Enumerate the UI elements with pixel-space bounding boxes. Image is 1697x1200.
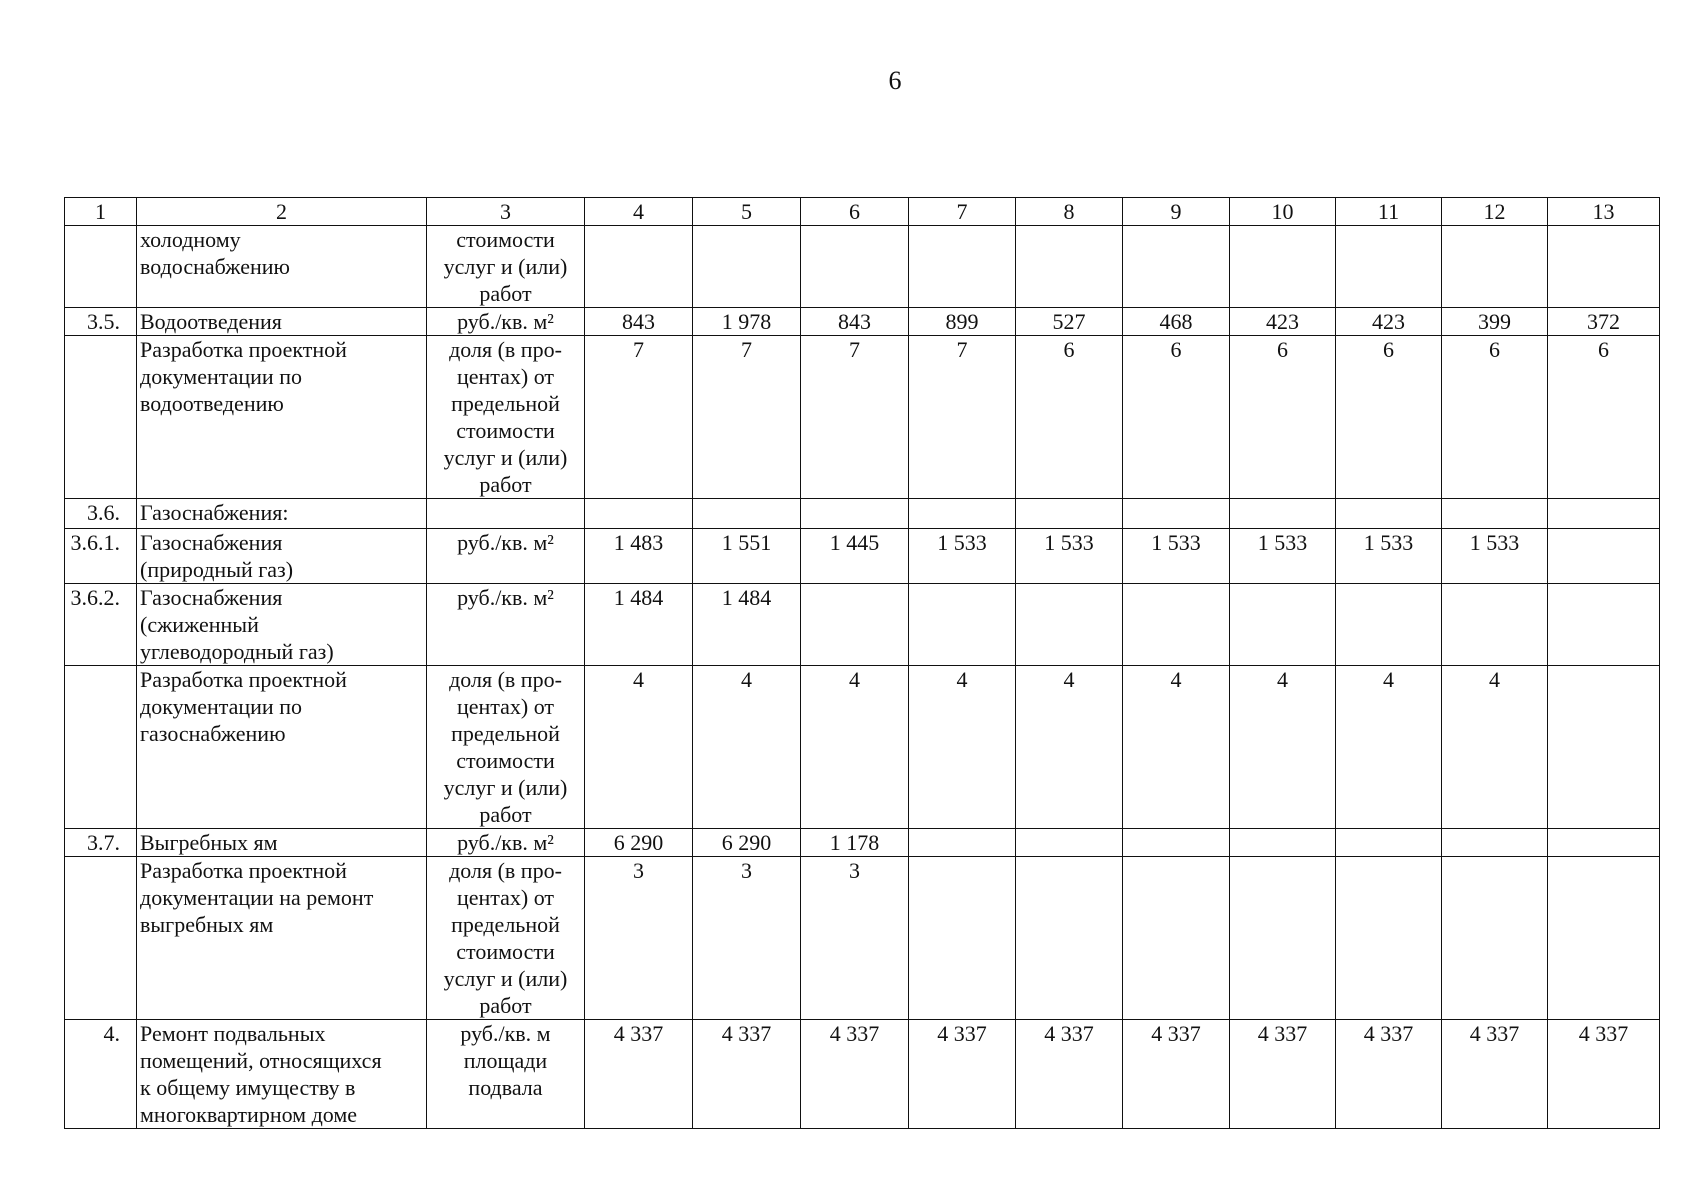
- value-cell: [1336, 226, 1442, 308]
- value-cell: [1016, 857, 1123, 1020]
- value-cell: [1548, 529, 1660, 584]
- work-type-line: документации по: [140, 364, 302, 389]
- value-cell: 4 337: [585, 1020, 693, 1129]
- value-cell: 4 337: [801, 1020, 909, 1129]
- value-cell: [801, 499, 909, 529]
- unit-cell: [427, 499, 585, 529]
- value-cell: [801, 584, 909, 666]
- page-number: 6: [888, 66, 902, 95]
- unit-line: центах) от: [456, 364, 555, 389]
- value-cell: [1336, 499, 1442, 529]
- value-cell: 7: [909, 336, 1016, 499]
- value-cell: 1 178: [801, 829, 909, 857]
- column-number-cell: 3: [427, 198, 585, 226]
- value-cell: [1230, 499, 1336, 529]
- unit-cell: [427, 666, 585, 829]
- item-number-cell: 3.6.: [65, 499, 137, 529]
- value-cell: 4 337: [1548, 1020, 1660, 1129]
- work-type-cell: [137, 829, 427, 857]
- unit-line: работ: [479, 802, 532, 827]
- unit-line: предельной: [451, 391, 560, 416]
- value-cell: 3: [585, 857, 693, 1020]
- work-type-line: Выгребных ям: [140, 830, 278, 855]
- column-number-cell: 9: [1123, 198, 1230, 226]
- unit-cell: [427, 226, 585, 308]
- unit-line: услуг и (или): [443, 966, 568, 991]
- value-cell: 3: [801, 857, 909, 1020]
- value-cell: 4: [1123, 666, 1230, 829]
- column-number-cell: 5: [693, 198, 801, 226]
- value-cell: 1 445: [801, 529, 909, 584]
- value-cell: 7: [801, 336, 909, 499]
- value-cell: 6: [1123, 336, 1230, 499]
- value-cell: [1123, 829, 1230, 857]
- value-cell: [1336, 584, 1442, 666]
- value-cell: [1016, 226, 1123, 308]
- column-number-cell: 6: [801, 198, 909, 226]
- table-row: [65, 308, 1660, 336]
- value-cell: 1 484: [585, 584, 693, 666]
- value-cell: [1016, 829, 1123, 857]
- table-body: [65, 198, 1660, 1129]
- value-cell: 4: [1016, 666, 1123, 829]
- item-number-cell: [65, 857, 137, 1020]
- unit-line: руб./кв. м²: [457, 530, 554, 555]
- unit-line: руб./кв. м: [460, 1021, 551, 1046]
- value-cell: 1 484: [693, 584, 801, 666]
- value-cell: 1 483: [585, 529, 693, 584]
- value-cell: [693, 226, 801, 308]
- unit-cell: [427, 336, 585, 499]
- unit-line: доля (в про-: [449, 858, 562, 883]
- value-cell: [1016, 499, 1123, 529]
- value-cell: [693, 499, 801, 529]
- value-cell: 399: [1442, 308, 1548, 336]
- work-type-line: многоквартирном доме: [140, 1102, 358, 1127]
- value-cell: [1123, 499, 1230, 529]
- value-cell: 4: [909, 666, 1016, 829]
- value-cell: [585, 499, 693, 529]
- value-cell: [1123, 857, 1230, 1020]
- unit-line: доля (в про-: [449, 667, 562, 692]
- unit-cell: [427, 1020, 585, 1129]
- value-cell: [801, 226, 909, 308]
- unit-line: работ: [479, 993, 532, 1018]
- value-cell: [1548, 226, 1660, 308]
- item-number-cell: [65, 666, 137, 829]
- value-cell: 1 978: [693, 308, 801, 336]
- value-cell: 4: [801, 666, 909, 829]
- value-cell: 4 337: [1123, 1020, 1230, 1129]
- value-cell: 423: [1336, 308, 1442, 336]
- work-type-line: (сжиженный: [140, 612, 259, 637]
- table-row: [65, 666, 1660, 829]
- value-cell: 6: [1548, 336, 1660, 499]
- work-type-line: Газоснабжения:: [140, 500, 289, 525]
- table-row: [65, 829, 1660, 857]
- unit-line: услуг и (или): [443, 254, 568, 279]
- unit-cell: [427, 529, 585, 584]
- column-number-cell: 12: [1442, 198, 1548, 226]
- value-cell: 4 337: [1442, 1020, 1548, 1129]
- value-cell: [1442, 499, 1548, 529]
- work-type-cell: [137, 666, 427, 829]
- value-cell: [1230, 857, 1336, 1020]
- item-number-cell: [65, 336, 137, 499]
- unit-line: работ: [479, 472, 532, 497]
- value-cell: 843: [585, 308, 693, 336]
- value-cell: 4: [585, 666, 693, 829]
- unit-line: центах) от: [456, 885, 555, 910]
- work-type-line: холодному: [140, 227, 241, 252]
- unit-line: стоимости: [456, 227, 555, 252]
- value-cell: 4: [1442, 666, 1548, 829]
- value-cell: 7: [585, 336, 693, 499]
- value-cell: 6: [1230, 336, 1336, 499]
- column-number-cell: 1: [65, 198, 137, 226]
- unit-cell: [427, 584, 585, 666]
- value-cell: [909, 584, 1016, 666]
- work-type-cell: [137, 857, 427, 1020]
- value-cell: [1548, 584, 1660, 666]
- value-cell: [1230, 829, 1336, 857]
- value-cell: 1 533: [1123, 529, 1230, 584]
- work-type-line: Ремонт подвальных: [140, 1021, 326, 1046]
- value-cell: 6 290: [693, 829, 801, 857]
- value-cell: 6: [1442, 336, 1548, 499]
- value-cell: 468: [1123, 308, 1230, 336]
- value-cell: 1 533: [1016, 529, 1123, 584]
- item-number-cell: [65, 226, 137, 308]
- value-cell: 6: [1336, 336, 1442, 499]
- work-type-line: Разработка проектной: [140, 667, 347, 692]
- work-type-cell: [137, 308, 427, 336]
- value-cell: [1548, 857, 1660, 1020]
- value-cell: [909, 829, 1016, 857]
- work-type-line: документации на ремонт: [140, 885, 374, 910]
- item-number-cell: 3.7.: [65, 829, 137, 857]
- unit-line: руб./кв. м²: [457, 830, 554, 855]
- unit-cell: [427, 308, 585, 336]
- value-cell: [1336, 829, 1442, 857]
- work-type-line: помещений, относящихся: [140, 1048, 382, 1073]
- value-cell: [1123, 226, 1230, 308]
- column-number-cell: 10: [1230, 198, 1336, 226]
- unit-line: работ: [479, 281, 532, 306]
- value-cell: [1230, 226, 1336, 308]
- value-cell: [1016, 584, 1123, 666]
- value-cell: 899: [909, 308, 1016, 336]
- value-cell: 3: [693, 857, 801, 1020]
- table-row: [65, 857, 1660, 1020]
- item-number-cell: 4.: [65, 1020, 137, 1129]
- unit-line: услуг и (или): [443, 445, 568, 470]
- unit-cell: [427, 829, 585, 857]
- unit-line: стоимости: [456, 418, 555, 443]
- value-cell: [909, 857, 1016, 1020]
- value-cell: 1 533: [1442, 529, 1548, 584]
- value-cell: 7: [693, 336, 801, 499]
- unit-line: предельной: [451, 912, 560, 937]
- unit-line: стоимости: [456, 939, 555, 964]
- value-cell: 1 533: [909, 529, 1016, 584]
- work-type-line: Водоотведения: [140, 309, 282, 334]
- work-type-line: документации по: [140, 694, 302, 719]
- unit-line: услуг и (или): [443, 775, 568, 800]
- value-cell: [1123, 584, 1230, 666]
- unit-line: площади: [463, 1048, 548, 1073]
- table-row: [65, 529, 1660, 584]
- value-cell: 527: [1016, 308, 1123, 336]
- value-cell: [585, 226, 693, 308]
- value-cell: [1442, 226, 1548, 308]
- value-cell: [909, 226, 1016, 308]
- value-cell: 4 337: [1016, 1020, 1123, 1129]
- value-cell: 843: [801, 308, 909, 336]
- value-cell: [1548, 499, 1660, 529]
- value-cell: 1 533: [1230, 529, 1336, 584]
- table-row: [65, 336, 1660, 499]
- unit-line: руб./кв. м²: [457, 585, 554, 610]
- column-number-cell: 13: [1548, 198, 1660, 226]
- unit-cell: [427, 857, 585, 1020]
- item-number-cell: 3.6.2.: [65, 584, 137, 666]
- value-cell: [1442, 829, 1548, 857]
- value-cell: 423: [1230, 308, 1336, 336]
- work-type-line: (природный газ): [140, 557, 294, 582]
- column-number-cell: 4: [585, 198, 693, 226]
- work-type-line: Газоснабжения: [140, 530, 283, 555]
- cost-table: [64, 197, 1660, 1129]
- table-row: [65, 499, 1660, 529]
- value-cell: 372: [1548, 308, 1660, 336]
- value-cell: 1 533: [1336, 529, 1442, 584]
- table-row: [65, 584, 1660, 666]
- value-cell: 1 551: [693, 529, 801, 584]
- item-number-cell: 3.6.1.: [65, 529, 137, 584]
- work-type-line: Газоснабжения: [140, 585, 283, 610]
- value-cell: 4 337: [693, 1020, 801, 1129]
- value-cell: [1336, 857, 1442, 1020]
- column-number-cell: 11: [1336, 198, 1442, 226]
- value-cell: [1548, 666, 1660, 829]
- work-type-cell: [137, 584, 427, 666]
- work-type-cell: [137, 499, 427, 529]
- column-number-row: [65, 198, 1660, 226]
- column-number-cell: 2: [137, 198, 427, 226]
- value-cell: 6 290: [585, 829, 693, 857]
- value-cell: [1442, 584, 1548, 666]
- value-cell: 4: [1230, 666, 1336, 829]
- work-type-cell: [137, 529, 427, 584]
- value-cell: [909, 499, 1016, 529]
- work-type-line: углеводородный газ): [140, 639, 334, 664]
- value-cell: 4 337: [909, 1020, 1016, 1129]
- work-type-cell: [137, 1020, 427, 1129]
- value-cell: 6: [1016, 336, 1123, 499]
- value-cell: [1548, 829, 1660, 857]
- work-type-line: водоотведению: [140, 391, 284, 416]
- unit-line: доля (в про-: [449, 337, 562, 362]
- work-type-cell: [137, 226, 427, 308]
- unit-line: подвала: [468, 1075, 543, 1100]
- value-cell: 4 337: [1336, 1020, 1442, 1129]
- value-cell: [1230, 584, 1336, 666]
- value-cell: 4: [693, 666, 801, 829]
- value-cell: 4: [1336, 666, 1442, 829]
- work-type-line: Разработка проектной: [140, 337, 347, 362]
- column-number-cell: 8: [1016, 198, 1123, 226]
- work-type-line: Разработка проектной: [140, 858, 347, 883]
- work-type-line: газоснабжению: [140, 721, 286, 746]
- work-type-line: водоснабжению: [140, 254, 290, 279]
- work-type-cell: [137, 336, 427, 499]
- work-type-line: выгребных ям: [140, 912, 274, 937]
- unit-line: центах) от: [456, 694, 555, 719]
- column-number-cell: 7: [909, 198, 1016, 226]
- item-number-cell: 3.5.: [65, 308, 137, 336]
- unit-line: руб./кв. м²: [457, 309, 554, 334]
- unit-line: предельной: [451, 721, 560, 746]
- unit-line: стоимости: [456, 748, 555, 773]
- table-row: [65, 1020, 1660, 1129]
- value-cell: [1442, 857, 1548, 1020]
- work-type-line: к общему имуществу в: [140, 1075, 356, 1100]
- value-cell: 4 337: [1230, 1020, 1336, 1129]
- table-row: [65, 226, 1660, 308]
